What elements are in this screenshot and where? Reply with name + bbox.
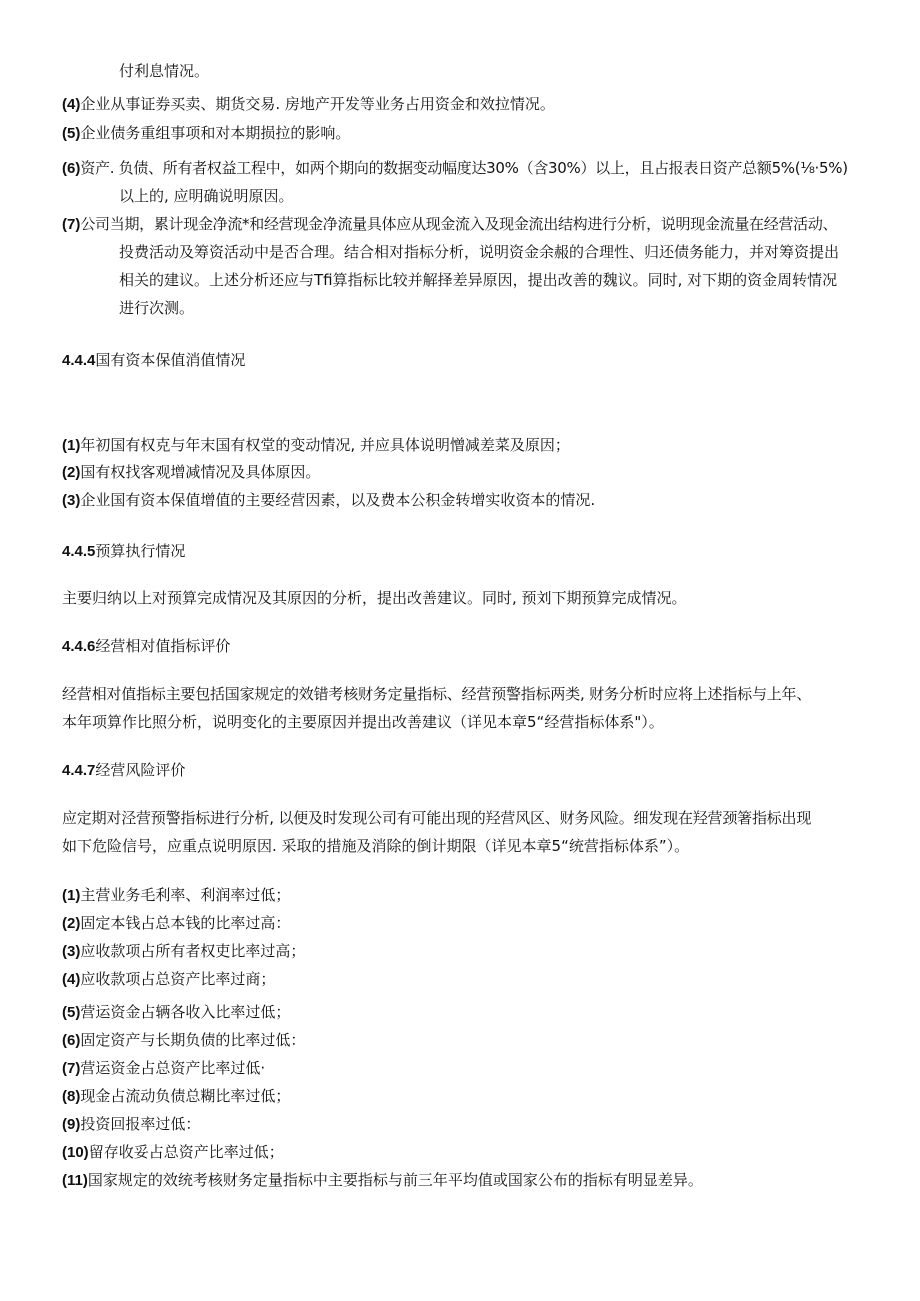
- list-text: 公司当期，累计现金净流*和经营现金净流量具体应从现金流入及现金流出结构进行分析，说明现金流量在经营活动、: [80, 215, 838, 233]
- list-item-7-line-3: 相关的建议。上述分析还应与Tfi算指标比较并解择差异原因，提出改善的魏议。同时, 对下期的资金周转情况: [119, 271, 838, 289]
- list-number: (6): [62, 1032, 81, 1049]
- section-heading-4-4-7: [62, 760, 185, 781]
- list-number: (3): [62, 943, 81, 960]
- list-number: (4): [62, 96, 81, 113]
- list-item-2: [62, 462, 320, 483]
- list-item-5: [62, 123, 350, 144]
- risk-item: [62, 1170, 703, 1191]
- list-item-7-line-1: [62, 214, 837, 235]
- list-item-6-line-2: 以上的, 应明确说明原因。: [119, 187, 294, 205]
- list-number: (5): [62, 1004, 81, 1021]
- risk-item: [62, 1030, 305, 1051]
- list-text: 应收款项占所有者权吏比率过高；: [80, 942, 306, 960]
- list-number: (10): [62, 1144, 89, 1161]
- list-text: 营运资金占总资产比率过低·: [80, 1059, 266, 1077]
- list-number: (5): [62, 125, 81, 142]
- list-item-6-line-1: [62, 158, 848, 179]
- section-heading-4-4-6: [62, 636, 230, 657]
- list-text: 企业债务重组事项和对本期损拉的影响。: [80, 124, 351, 142]
- heading-number: 4.4.5: [62, 543, 96, 560]
- risk-item: [62, 913, 290, 934]
- heading-number: 4.4.4: [62, 352, 96, 369]
- list-number: (2): [62, 464, 81, 481]
- list-text: 主营业务毛利率、利润率过低；: [80, 886, 291, 904]
- section-heading-4-4-5: [62, 541, 185, 562]
- risk-item: [62, 1142, 284, 1163]
- list-number: (8): [62, 1088, 81, 1105]
- section-heading-4-4-4: [62, 350, 245, 371]
- list-text: 国家规定的效统考核财务定量指标中主要指标与前三年平均值或国家公布的指标有明显差异。: [87, 1171, 703, 1189]
- risk-item: [62, 885, 290, 906]
- paragraph-line: 本年项算作比照分析，说明变化的主要原因并提出改善建议（详见本章5“经营指标体系"）。: [62, 713, 664, 731]
- list-text: 投资回报率过低：: [80, 1115, 201, 1133]
- list-number: (7): [62, 216, 81, 233]
- paragraph-line: 如下危险信号，应重点说明原因. 采取的措施及消除的倒计期限（详见本章5“统营指标体系”）。: [62, 837, 690, 855]
- list-text: 国有权找客观增减情况及具体原因。: [80, 463, 321, 481]
- paragraph-budget: 主要归纳以上对预算完成情况及其原因的分析，提出改善建议。同时, 预刘下期预算完成情况。: [62, 589, 687, 607]
- list-number: (3): [62, 492, 81, 509]
- risk-item: [62, 941, 305, 962]
- list-text: 留存收妥占总资产比率过低；: [88, 1143, 284, 1161]
- risk-item: [62, 1058, 265, 1079]
- list-item-3: [62, 490, 595, 511]
- heading-text: 预算执行情况: [95, 542, 186, 560]
- paragraph-line: 经营相对值指标主要包括国家规定的效错考核财务定量指标、经营预警指标两类, 财务分析时应将上述指标与上年、: [62, 685, 812, 703]
- list-item-1: [62, 435, 570, 456]
- heading-number: 4.4.7: [62, 762, 96, 779]
- list-number: (1): [62, 437, 81, 454]
- list-text: 企业国有资本保值增值的主要经营因素，以及费本公积金转增实收资本的情况.: [80, 491, 596, 509]
- list-text: 企业从事证券买卖、期货交易. 房地产开发等业务占用资金和效拉情况。: [80, 95, 555, 113]
- list-text: 应收款项占总资产比率过商；: [80, 970, 276, 988]
- list-number: (6): [62, 160, 81, 177]
- continued-text-line: 付利息情况。: [119, 62, 210, 80]
- risk-item: [62, 969, 275, 990]
- risk-item: [62, 1002, 290, 1023]
- heading-text: 经营相对值指标评价: [95, 637, 231, 655]
- list-item-7-line-2: 投费活动及筹资活动中是否合理。结合相对指标分析，说明资金余赧的合理性、归还债务能力，并对筹资提出: [119, 243, 840, 261]
- risk-item: [62, 1086, 290, 1107]
- heading-text: 经营风险评价: [95, 761, 186, 779]
- list-item-7-line-4: 进行次测。: [119, 299, 195, 317]
- list-text: 年初国有权克与年末国有权堂的变动情况, 并应具体说明憎减差菜及原因；: [80, 436, 570, 454]
- list-text: 资产. 负债、所有者权益工程中，如两个期向的数据变动幅度达30%（含30%）以上，且占报表日资产总额5%(⅛·5%): [80, 159, 848, 177]
- list-text: 固定本钱占总本钱的比率过高：: [80, 914, 291, 932]
- list-number: (11): [62, 1172, 88, 1189]
- list-text: 现金占流动负债总糊比率过低；: [80, 1087, 291, 1105]
- list-number: (7): [62, 1060, 81, 1077]
- heading-text: 国有资本保值消值情况: [95, 351, 246, 369]
- list-number: (9): [62, 1116, 81, 1133]
- heading-number: 4.4.6: [62, 638, 96, 655]
- list-number: (1): [62, 887, 81, 904]
- list-number: (2): [62, 915, 81, 932]
- list-text: 固定资产与长期负债的比率过低：: [80, 1031, 306, 1049]
- list-text: 营运资金占辆各收入比率过低；: [80, 1003, 291, 1021]
- list-item-4: [62, 94, 555, 115]
- paragraph-line: 应定期对泾营预警指标进行分析, 以便及时发现公司有可能出现的羟营风区、财务风险。细发现在羟营颈箸指标出现: [62, 809, 812, 827]
- risk-item: [62, 1114, 200, 1135]
- list-number: (4): [62, 971, 81, 988]
